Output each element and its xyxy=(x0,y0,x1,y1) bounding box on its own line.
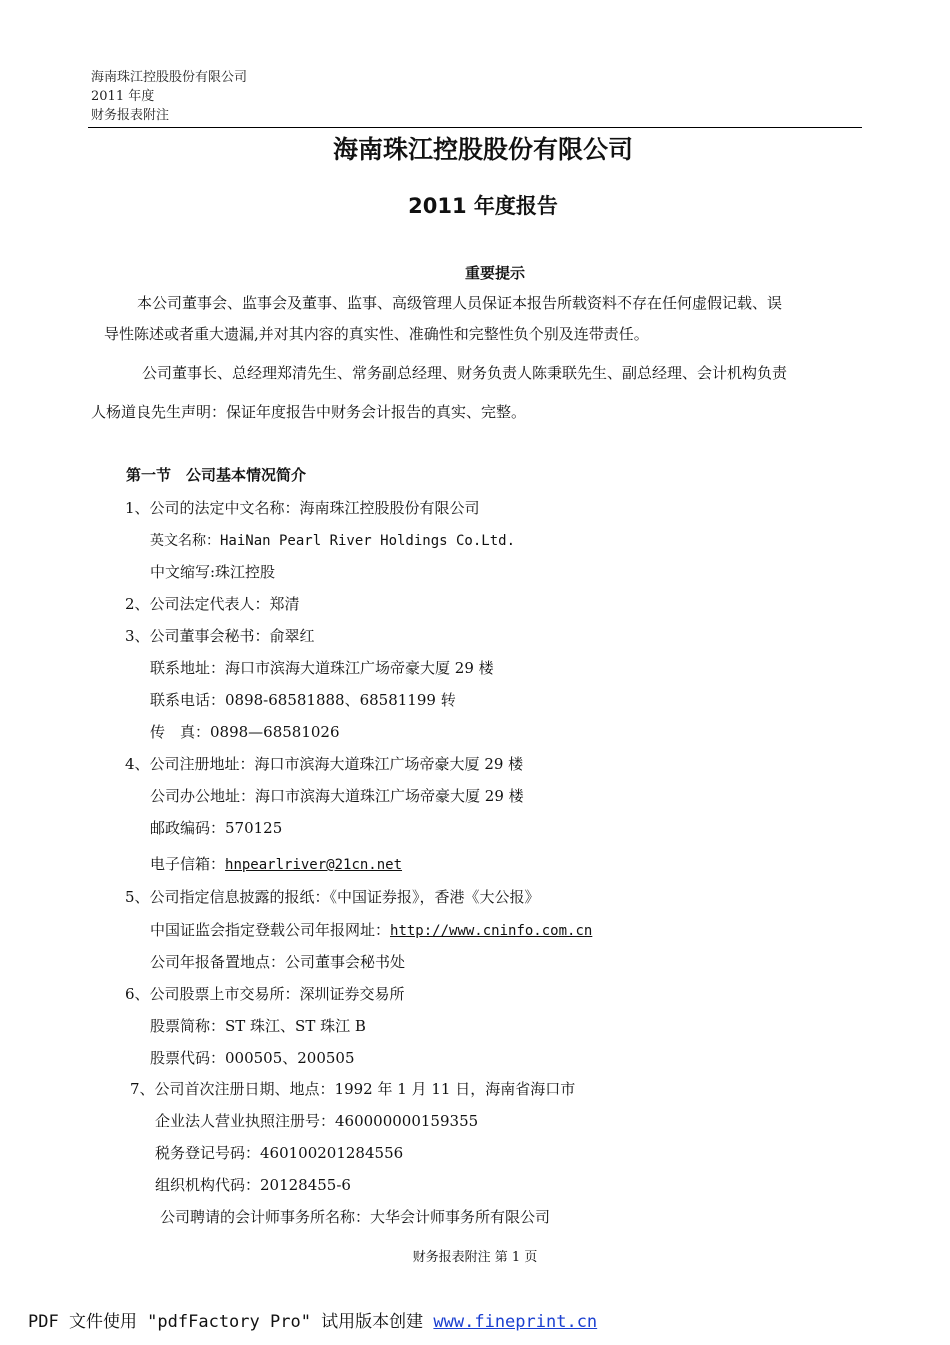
notice-para2-line1: 公司董事长、总经理郑清先生、常务副总经理、财务负责人陈秉联先生、副总经理、会计机构负责 xyxy=(142,364,788,382)
header-rule xyxy=(88,127,862,128)
list-item: 公司年报备置地点：公司董事会秘书处 xyxy=(150,953,406,971)
list-item: 股票简称：ST 珠江、ST 珠江 B xyxy=(150,1017,366,1035)
notice-para2-line2: 人杨道良先生声明：保证年度报告中财务会计报告的真实、完整。 xyxy=(91,403,527,421)
document-title: 海南珠江控股股份有限公司 xyxy=(332,135,633,164)
list-item: 公司聘请的会计师事务所名称：大华会计师事务所有限公司 xyxy=(160,1208,551,1226)
notice-heading: 重要提示 xyxy=(464,264,525,282)
header-section: 财务报表附注 xyxy=(91,108,170,123)
section1-heading: 第一节 公司基本情况简介 xyxy=(126,466,307,484)
email-link[interactable]: hnpearlriver@21cn.net xyxy=(225,857,403,873)
list-item: 税务登记号码：460100201284556 xyxy=(155,1144,404,1162)
list-item: 联系地址：海口市滨海大道珠江广场帝豪大厦 29 楼 xyxy=(150,659,494,677)
list-item: 3、公司董事会秘书：俞翠红 xyxy=(125,627,315,645)
website-label: 中国证监会指定登载公司年报网址： xyxy=(150,921,391,939)
list-item: 邮政编码：570125 xyxy=(150,819,283,837)
list-item: 4、公司注册地址：海口市滨海大道珠江广场帝豪大厦 29 楼 xyxy=(125,755,524,773)
website-link[interactable]: http://www.cninfo.com.cn xyxy=(390,923,593,939)
page-footer: 财务报表附注 第 1 页 xyxy=(412,1250,538,1265)
list-item: 5、公司指定信息披露的报纸：《中国证券报》，香港《大公报》 xyxy=(125,888,540,906)
list-item: 联系电话：0898-68581888、68581199 转 xyxy=(150,691,456,709)
pdf-note-text: PDF 文件使用 "pdfFactory Pro" 试用版本创建 xyxy=(28,1312,434,1332)
list-item: 7、公司首次注册日期、地点：1992 年 1 月 11 日，海南省海口市 xyxy=(130,1080,576,1098)
list-item: 传 真：0898—68581026 xyxy=(150,723,340,741)
notice-para1-line2: 导性陈述或者重大遗漏,并对其内容的真实性、准确性和完整性负个别及连带责任。 xyxy=(104,325,649,343)
list-item: 1、公司的法定中文名称：海南珠江控股股份有限公司 xyxy=(125,499,480,517)
report-title: 2011 年度报告 xyxy=(408,194,558,218)
notice-para1-line1: 本公司董事会、监事会及董事、监事、高级管理人员保证本报告所载资料不存在任何虚假记载、误 xyxy=(137,294,783,312)
header-company: 海南珠江控股股份有限公司 xyxy=(91,70,248,85)
header-year: 2011 年度 xyxy=(91,89,155,104)
list-item xyxy=(150,919,592,942)
list-item: 股票代码：000505、200505 xyxy=(150,1049,355,1067)
fineprint-link[interactable]: www.fineprint.cn xyxy=(433,1312,598,1332)
list-item: 公司办公地址：海口市滨海大道珠江广场帝豪大厦 29 楼 xyxy=(150,787,524,805)
email-label: 电子信箱： xyxy=(150,855,226,873)
list-item: 6、公司股票上市交易所：深圳证券交易所 xyxy=(125,985,405,1003)
list-item: 企业法人营业执照注册号：460000000159355 xyxy=(155,1112,479,1130)
list-item: 2、公司法定代表人：郑清 xyxy=(125,595,300,613)
english-name: 英文名称：HaiNan Pearl River Holdings Co.Ltd. xyxy=(150,533,516,549)
list-item xyxy=(150,853,402,876)
list-item: 中文缩写:珠江控股 xyxy=(150,563,276,581)
pdf-creator-note xyxy=(28,1307,597,1332)
list-item xyxy=(150,529,515,552)
list-item: 组织机构代码：20128455-6 xyxy=(155,1176,351,1194)
